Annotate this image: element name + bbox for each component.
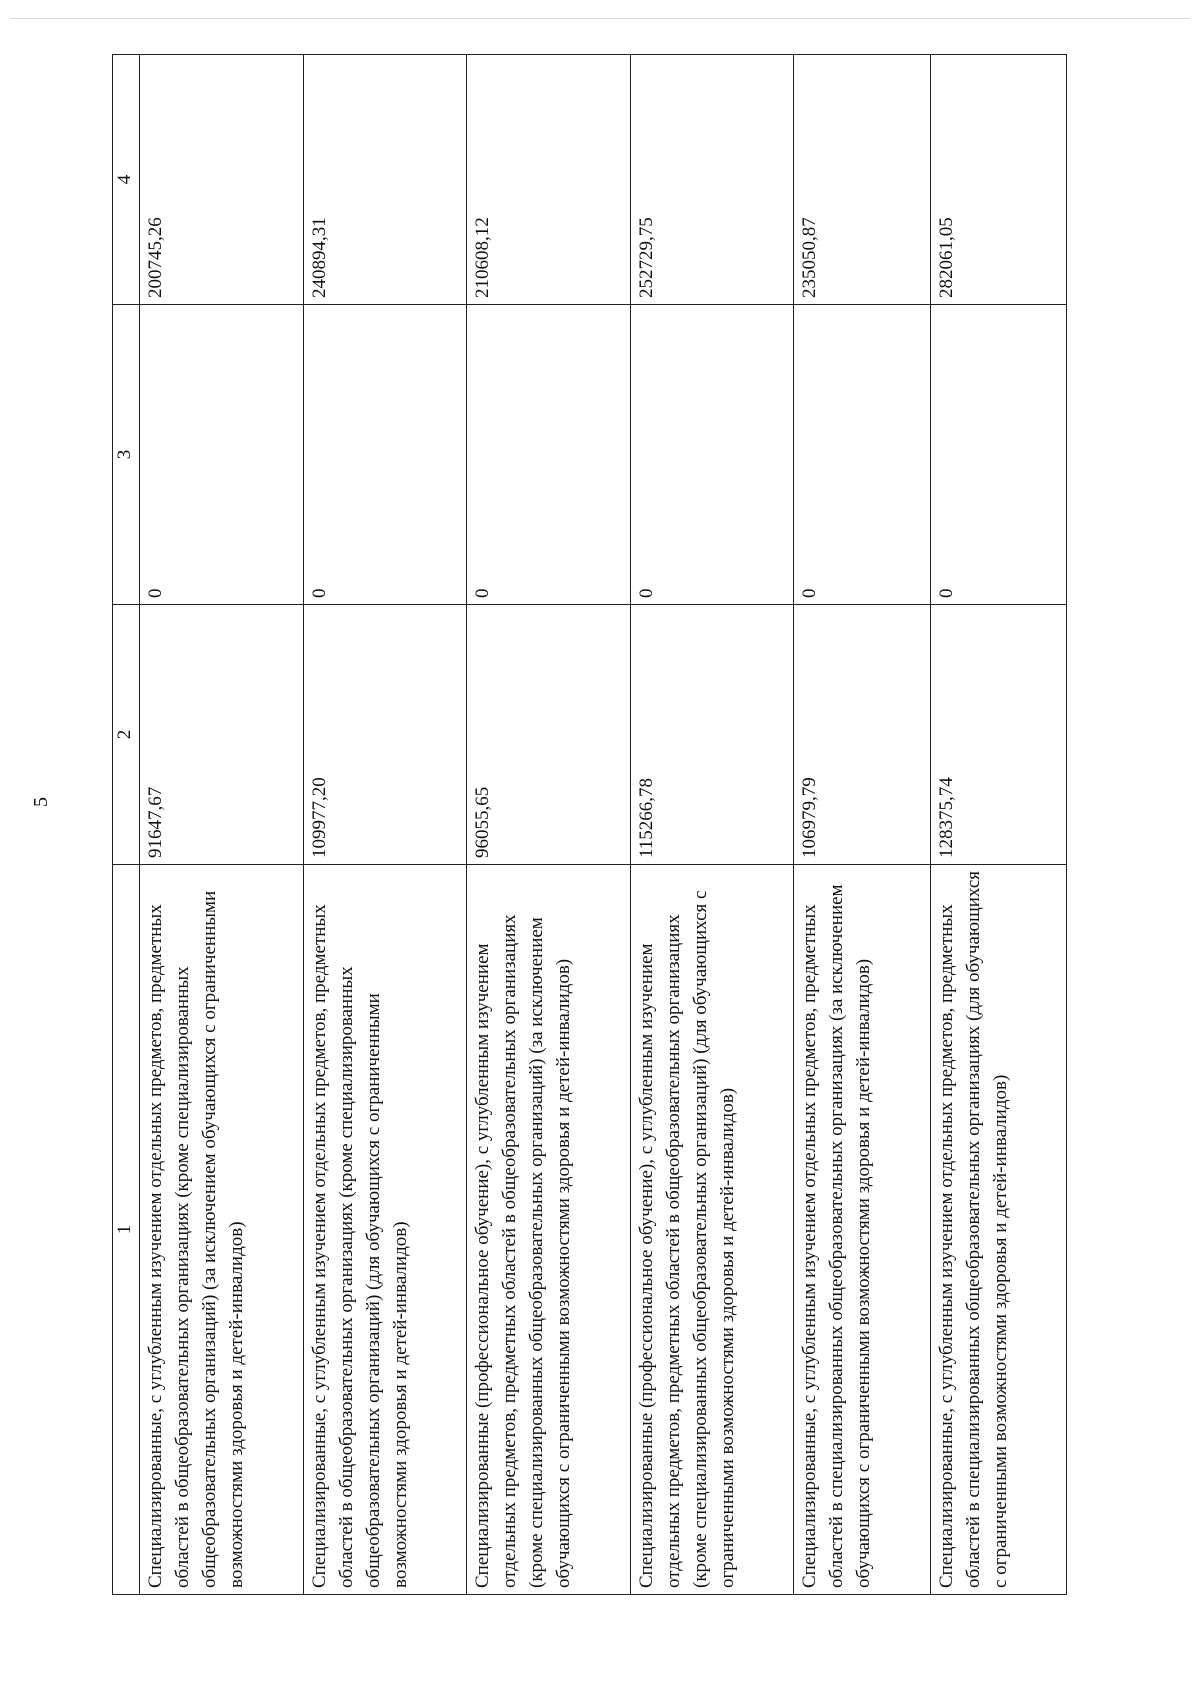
cost-table xyxy=(112,54,1067,1595)
row-description: Специализированные (профессиональное обучение), с углубленным изучением отдельных предметов, предметных областей в общеобразовательных организациях (кроме специализированных общеобразовательных организаций) (за исключением обучающихся с ограниченными возможностями здоровья и детей-инвалидов) xyxy=(467,865,631,1595)
row-value-col-4: 235050,87 xyxy=(794,55,930,305)
row-value-col-3: 0 xyxy=(630,305,794,605)
row-value-col-4: 282061,05 xyxy=(930,55,1066,305)
row-description: Специализированные, с углубленным изучением отдельных предметов, предметных областей в специализированных общеобразовательных организациях (за исключением обучающихся с ограниченными возможностями здоровья и детей-инвалидов) xyxy=(794,865,930,1595)
row-value-col-4: 252729,75 xyxy=(630,55,794,305)
page-number: 5 xyxy=(30,797,52,807)
table-row xyxy=(930,55,1066,1595)
header-col-4: 4 xyxy=(113,55,140,305)
row-description: Специализированные, с углубленным изучением отдельных предметов, предметных областей в общеобразовательных организациях (кроме специализированных общеобразовательных организаций) (за исключением обучающихся с ограниченными возможностями здоровья и детей-инвалидов) xyxy=(140,865,304,1595)
row-value-col-4: 240894,31 xyxy=(303,55,467,305)
row-value-col-2: 128375,74 xyxy=(930,605,1066,865)
row-value-col-3: 0 xyxy=(930,305,1066,605)
row-value-col-3: 0 xyxy=(140,305,304,605)
row-value-col-3: 0 xyxy=(303,305,467,605)
row-value-col-2: 91647,67 xyxy=(140,605,304,865)
row-value-col-2: 115266,78 xyxy=(630,605,794,865)
table-row xyxy=(467,55,631,1595)
row-value-col-4: 200745,26 xyxy=(140,55,304,305)
table-row xyxy=(303,55,467,1595)
scan-edge-line xyxy=(10,18,1190,19)
row-value-col-3: 0 xyxy=(467,305,631,605)
table-row xyxy=(794,55,930,1595)
row-description: Специализированные, с углубленным изучением отдельных предметов, предметных областей в специализированных общеобразовательных организациях (для обучающихся с ограниченными возможностями здоровья и детей-инвалидов) xyxy=(930,865,1066,1595)
row-value-col-2: 109977,20 xyxy=(303,605,467,865)
header-row xyxy=(113,55,140,1595)
row-description: Специализированные (профессиональное обучение), с углубленным изучением отдельных предметов, предметных областей в общеобразовательных организациях (кроме специализированных общеобразовательных организаций) (для обучающихся с ограниченными возможностями здоровья и детей-инвалидов) xyxy=(630,865,794,1595)
row-value-col-2: 96055,65 xyxy=(467,605,631,865)
table-row xyxy=(140,55,304,1595)
row-value-col-3: 0 xyxy=(794,305,930,605)
header-col-2: 2 xyxy=(113,605,140,865)
row-value-col-4: 210608,12 xyxy=(467,55,631,305)
header-col-3: 3 xyxy=(113,305,140,605)
table-row xyxy=(630,55,794,1595)
row-description: Специализированные, с углубленным изучением отдельных предметов, предметных областей в общеобразовательных организациях (кроме специализированных общеобразовательных организаций) (для обучающихся с ограниченными возможностями здоровья и детей-инвалидов) xyxy=(303,865,467,1595)
rotated-table-container xyxy=(112,55,1067,1595)
row-value-col-2: 106979,79 xyxy=(794,605,930,865)
header-col-1: 1 xyxy=(113,865,140,1595)
